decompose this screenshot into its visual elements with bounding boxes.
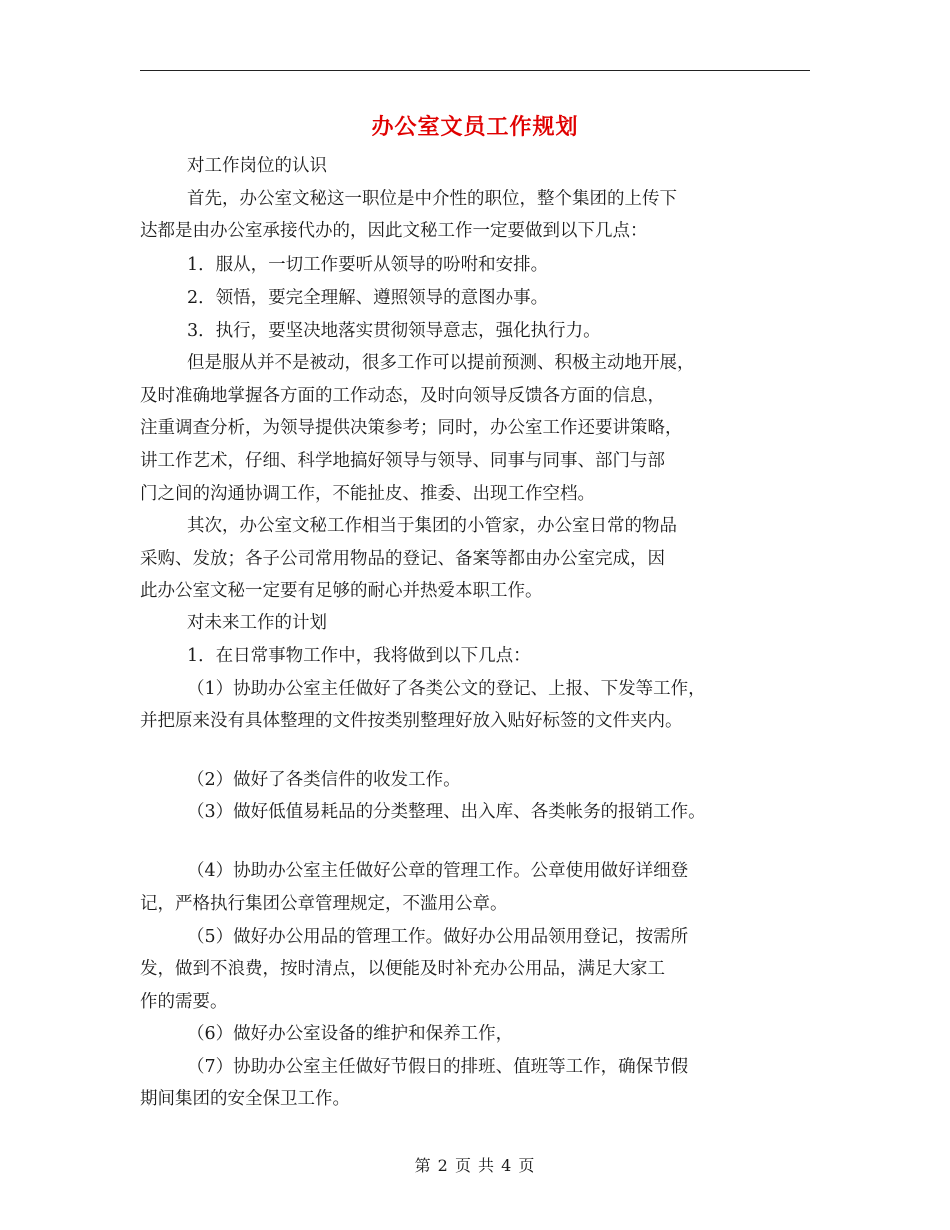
paragraph-line: 讲工作艺术，仔细、科学地搞好领导与领导、同事与同事、部门与部 bbox=[140, 451, 665, 471]
list-item: 3．执行，要坚决地落实贯彻领导意志，强化执行力。 bbox=[187, 321, 601, 341]
page-number-footer: 第 2 页 共 4 页 bbox=[414, 1156, 536, 1175]
section-heading: 对工作岗位的认识 bbox=[187, 156, 327, 176]
header-rule bbox=[140, 70, 810, 71]
list-item: （4）协助办公室主任做好公章的管理工作。公章使用做好详细登 bbox=[187, 861, 689, 881]
list-item: 2．领悟，要完全理解、遵照领导的意图办事。 bbox=[187, 288, 549, 308]
paragraph-line: 达都是由办公室承接代办的，因此文秘工作一定要做到以下几点： bbox=[140, 221, 648, 241]
list-item: （6）做好办公室设备的维护和保养工作， bbox=[187, 1024, 514, 1044]
paragraph-line: 记，严格执行集团公章管理规定，不滥用公章。 bbox=[140, 894, 508, 914]
paragraph-line: 并把原来没有具体整理的文件按类别整理好放入贴好标签的文件夹内。 bbox=[140, 711, 683, 731]
paragraph-line: 门之间的沟通协调工作，不能扯皮、推委、出现工作空档。 bbox=[140, 484, 595, 504]
list-item: （5）做好办公用品的管理工作。做好办公用品领用登记，按需所 bbox=[187, 927, 689, 947]
paragraph-line: 此办公室文秘一定要有足够的耐心并热爱本职工作。 bbox=[140, 581, 543, 601]
paragraph-line: 注重调查分析，为领导提供决策参考；同时，办公室工作还要讲策略， bbox=[140, 418, 683, 438]
paragraph-line: 采购、发放；各子公司常用物品的登记、备案等都由办公室完成，因 bbox=[140, 549, 665, 569]
list-item: （1）协助办公室主任做好了各类公文的登记、上报、下发等工作， bbox=[187, 679, 706, 699]
document-title: 办公室文员工作规划 bbox=[371, 114, 579, 140]
paragraph-line: 发，做到不浪费，按时清点，以便能及时补充办公用品，满足大家工 bbox=[140, 959, 665, 979]
paragraph-line: 作的需要。 bbox=[140, 992, 228, 1012]
list-item: 1．在日常事物工作中，我将做到以下几点： bbox=[187, 646, 531, 666]
section-heading: 对未来工作的计划 bbox=[187, 613, 327, 633]
paragraph-line: 期间集团的安全保卫工作。 bbox=[140, 1089, 350, 1109]
paragraph-line: 其次，办公室文秘工作相当于集团的小管家，办公室日常的物品 bbox=[187, 516, 677, 536]
list-item: （2）做好了各类信件的收发工作。 bbox=[187, 770, 461, 790]
list-item: （7）协助办公室主任做好节假日的排班、值班等工作，确保节假 bbox=[187, 1057, 689, 1077]
list-item: 1．服从，一切工作要听从领导的吩咐和安排。 bbox=[187, 255, 549, 275]
paragraph-line: 但是服从并不是被动，很多工作可以提前预测、积极主动地开展， bbox=[187, 353, 695, 373]
list-item: （3）做好低值易耗品的分类整理、出入库、各类帐务的报销工作。 bbox=[187, 802, 706, 822]
paragraph-line: 及时准确地掌握各方面的工作动态，及时向领导反馈各方面的信息， bbox=[140, 386, 665, 406]
paragraph-line: 首先，办公室文秘这一职位是中介性的职位，整个集团的上传下 bbox=[187, 189, 677, 209]
